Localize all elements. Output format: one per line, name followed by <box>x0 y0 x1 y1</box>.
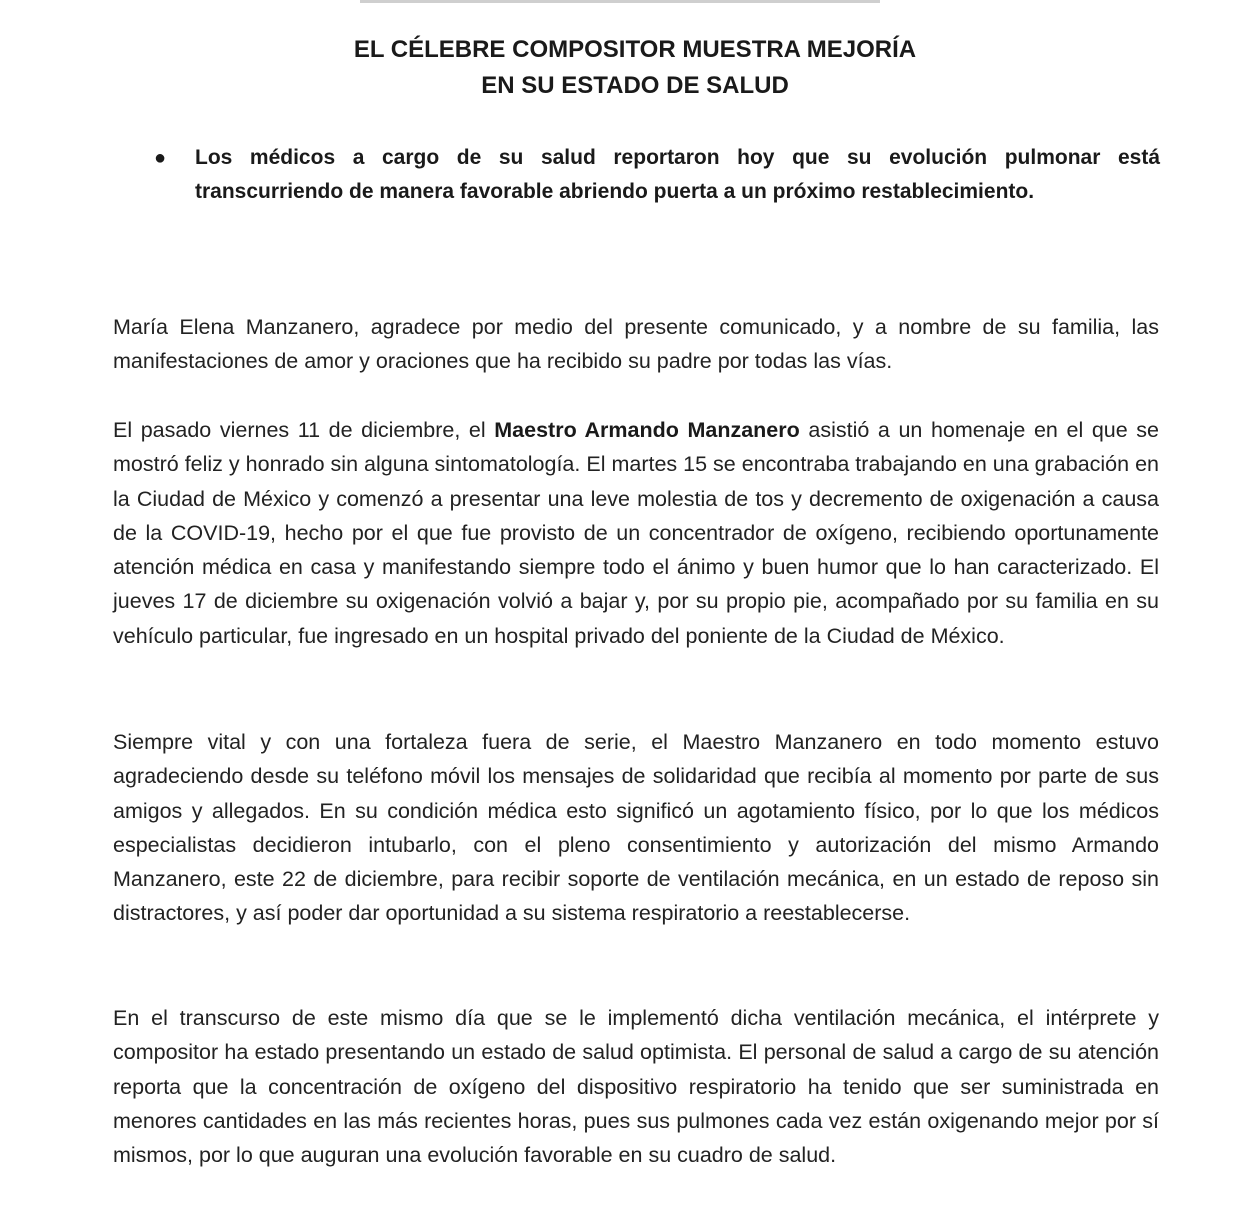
paragraph-2-rest: asistió a un homenaje en el que se mostró feliz y honrado sin alguna sintomatología. El martes 15 se encontraba trabajando en una grabación en la Ciudad de México y comenzó a presentar una leve molestia de tos y decremento de oxigenación a causa de la COVID-19, hecho por el que fue provisto de un concentrador de oxígeno, recibiendo oportunamente atención médica en casa y manifestando siempre todo el ánimo y buen humor que lo han caracterizado. El jueves 17 de diciembre su oxigenación volvió a bajar y, por su propio pie, acompañado por su familia en su vehículo particular, fue ingresado en un hospital privado del poniente de la Ciudad de México. <box>113 418 1159 648</box>
paragraph-1: María Elena Manzanero, agradece por medio del presente comunicado, y a nombre de su familia, las manifestaciones de amor y oraciones que ha recibido su padre por todas las vías. <box>113 315 1159 374</box>
paragraph-2-bold-name: Maestro Armando Manzanero <box>494 418 800 442</box>
paragraph-2-lead: El pasado viernes 11 de diciembre, el <box>113 418 495 442</box>
title-line-1: EL CÉLEBRE COMPOSITOR MUESTRA MEJORÍA <box>353 36 917 63</box>
paragraph-3: Siempre vital y con una fortaleza fuera de serie, el Maestro Manzanero en todo momento estuvo agradeciendo desde su teléfono móvil los mensajes de solidaridad que recibía al momento por parte de sus amigos y allegados. En su condición médica esto significó un agotamiento físico, por lo que los médicos especialistas decidieron intubarlo, con el pleno consentimiento y autorización del mismo Armando Manzanero, este 22 de diciembre, para recibir soporte de ventilación mecánica, en un estado de reposo sin distractores, y así poder dar oportunidad a su sistema respiratorio a reestablecerse. <box>113 730 1159 926</box>
bullet-marker: ● <box>154 147 167 169</box>
paragraph-4: En el transcurso de este mismo día que se le implementó dicha ventilación mecánica, el intérprete y compositor ha estado presentando un estado de salud optimista. El personal de salud a cargo de su atención reporta que la concentración de oxígeno del dispositivo respiratorio ha tenido que ser suministrada en menores cantidades en las más recientes horas, pues sus pulmones cada vez están oxigenando mejor por sí mismos, por lo que auguran una evolución favorable en su cuadro de salud. <box>113 1006 1159 1168</box>
paragraph-2 <box>113 413 1159 653</box>
summary-bullet <box>150 141 1160 209</box>
bullet-text: Los médicos a cargo de su salud reportaron hoy que su evolución pulmonar está transcurriendo de manera favorable abriendo puerta a un próximo restablecimiento. <box>195 146 1160 203</box>
top-divider <box>360 0 880 3</box>
title-line-2: EN SU ESTADO DE SALUD <box>481 72 789 99</box>
document-title <box>0 32 1242 104</box>
